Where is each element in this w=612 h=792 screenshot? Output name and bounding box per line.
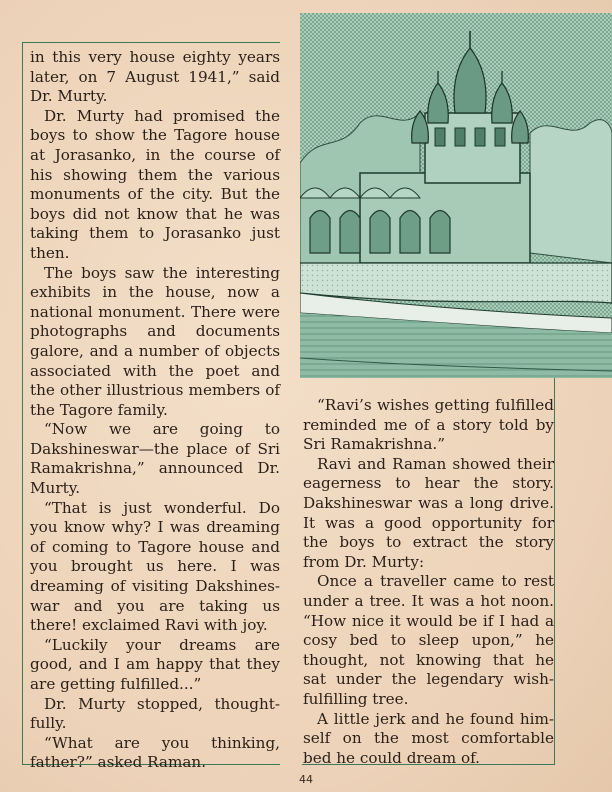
paragraph: Ravi and Raman showed their eagerness to hear the story. Dakshineswar was a long drive. It was a good opportunity for the boys to extract the story from Dr. Murty:: [303, 454, 554, 571]
left-column-text: [30, 48, 280, 773]
paragraph: “Now we are going to Dakshineswar—the place of Sri Ramakrishna,” announced Dr. Murty.: [30, 420, 280, 498]
temple-illustration: [300, 13, 612, 378]
paragraph: Once a traveller came to rest under a tree. It was a hot noon. “How nice it would be if I had a cosy bed to sleep upon,” he thought, not knowing that he sat under the legendary wish-fulfilling tree.: [303, 572, 554, 708]
paragraph: “That is just wonderful. Do you know why? I was dreaming of coming to Tagore house and you brought us here. I was dreaming of visiting Dakshines-war and you are taking us there! exclaimed Ravi with joy.: [30, 498, 280, 635]
dakshineswar-temple-drawing: [300, 13, 612, 378]
right-text-column: [302, 378, 555, 765]
paragraph: A little jerk and he found him-self on the most comfortable bed he could dream of.: [303, 709, 554, 767]
paragraph: in this very house eighty years later, on 7 August 1941,” said Dr. Murty.: [30, 48, 280, 106]
paragraph: “What are you thinking, father?” asked Raman.: [30, 733, 280, 772]
right-column-text: [303, 396, 554, 768]
paragraph: “Luckily your dreams are good, and I am happy that they are getting fulfilled...”: [30, 635, 280, 693]
page-number: 44: [299, 773, 313, 786]
paragraph: The boys saw the interesting exhibits in the house, now a national monument. There were photographs and documents galore, and a number of objects associated with the poet and the other illustrious members of the Tagore family.: [30, 263, 280, 419]
paragraph: Dr. Murty stopped, thought-fully.: [30, 694, 280, 733]
left-text-column: [22, 42, 280, 772]
paragraph: “Ravi’s wishes getting fulfilled reminded me of a story told by Sri Ramakrishna.”: [303, 396, 554, 454]
paragraph: Dr. Murty had promised the boys to show the Tagore house at Jorasanko, in the course of his showing them the various monuments of the city. But the boys did not know that he was taking them to Jorasanko just then.: [30, 106, 280, 262]
